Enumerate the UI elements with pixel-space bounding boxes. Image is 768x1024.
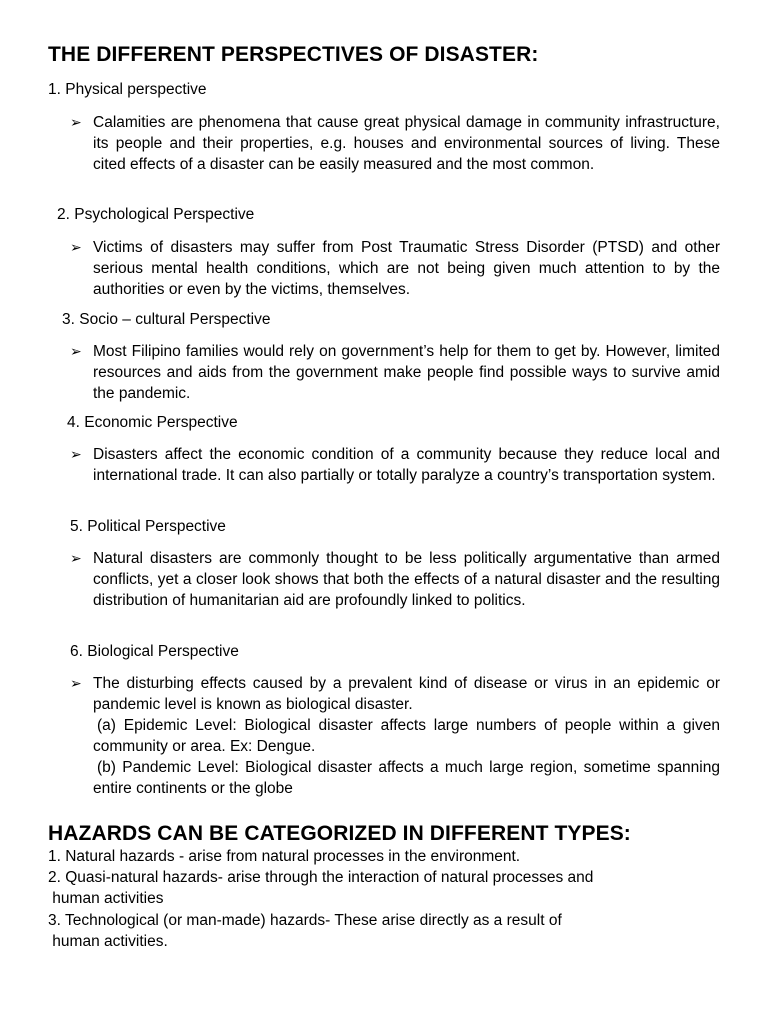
bullet-item-physical <box>70 112 720 175</box>
bullet-text-economic: Disasters affect the economic condition of a community because they reduce local and international trade. It can also partially or totally paralyze a country’s transportation system. <box>93 446 720 484</box>
bullet-text-physical: Calamities are phenomena that cause great physical damage in community infrastructure, its people and their properties, e.g. houses and environmental sources of living. These cited effects of a disaster can be easily measured and the most common. <box>93 114 720 173</box>
bullet-item-political <box>70 548 720 611</box>
bullet-text-psychological: Victims of disasters may suffer from Post Traumatic Stress Disorder (PTSD) and other serious mental health conditions, which are not being given much attention to by the authorities or even by the victims, themselves. <box>93 239 720 298</box>
hazards-title: HAZARDS CAN BE CATEGORIZED IN DIFFERENT TYPES: <box>48 822 631 845</box>
arrow-bullet-icon: ➢ <box>70 114 82 130</box>
bullet-text-socio-cultural: Most Filipino families would rely on government’s help for them to get by. However, limited resources and aids from the government make people find possible ways to survive amid the pandemic. <box>93 343 720 402</box>
perspective-heading-psychological: 2. Psychological Perspective <box>57 206 255 223</box>
bullet-item-economic <box>70 444 720 486</box>
bullet-text-political: Natural disasters are commonly thought to be less politically argumentative than armed conflicts, yet a closer look shows that both the effects of a natural disaster and the resulting distribution of humanitarian aid are profoundly linked to politics. <box>93 550 720 609</box>
perspective-heading-socio-cultural: 3. Socio – cultural Perspective <box>62 311 271 328</box>
page-title: THE DIFFERENT PERSPECTIVES OF DISASTER: <box>48 43 539 66</box>
perspective-heading-economic: 4. Economic Perspective <box>67 414 238 431</box>
epidemic-level-text: (a) Epidemic Level: Biological disaster affects large numbers of people within a given community or area. Ex: Dengue. <box>93 717 720 755</box>
arrow-bullet-icon: ➢ <box>70 550 82 566</box>
bullet-item-socio-cultural <box>70 341 720 404</box>
hazard-line-technological: 3. Technological (or man-made) hazards- These arise directly as a result of <box>48 912 562 929</box>
perspective-heading-political: 5. Political Perspective <box>70 518 226 535</box>
pandemic-level-text: (b) Pandemic Level: Biological disaster affects a much large region, sometime spanning entire continents or the globe <box>93 759 720 797</box>
bullet-text-biological-main: The disturbing effects caused by a prevalent kind of disease or virus in an epidemic or pandemic level is known as biological disaster. <box>93 675 720 713</box>
arrow-bullet-icon: ➢ <box>70 675 82 691</box>
perspective-heading-biological: 6. Biological Perspective <box>70 643 239 660</box>
arrow-bullet-icon: ➢ <box>70 446 82 462</box>
bullet-item-biological <box>70 673 720 799</box>
bullet-item-psychological <box>70 237 720 300</box>
bullet-text-biological <box>93 673 720 799</box>
hazard-line-quasi-natural-cont: human activities <box>48 890 164 907</box>
perspective-heading-physical: 1. Physical perspective <box>48 81 207 98</box>
hazard-line-quasi-natural: 2. Quasi-natural hazards- arise through the interaction of natural processes and <box>48 869 594 886</box>
arrow-bullet-icon: ➢ <box>70 239 82 255</box>
hazard-line-technological-cont: human activities. <box>48 933 168 950</box>
hazard-line-natural: 1. Natural hazards - arise from natural processes in the environment. <box>48 848 521 865</box>
arrow-bullet-icon: ➢ <box>70 343 82 359</box>
